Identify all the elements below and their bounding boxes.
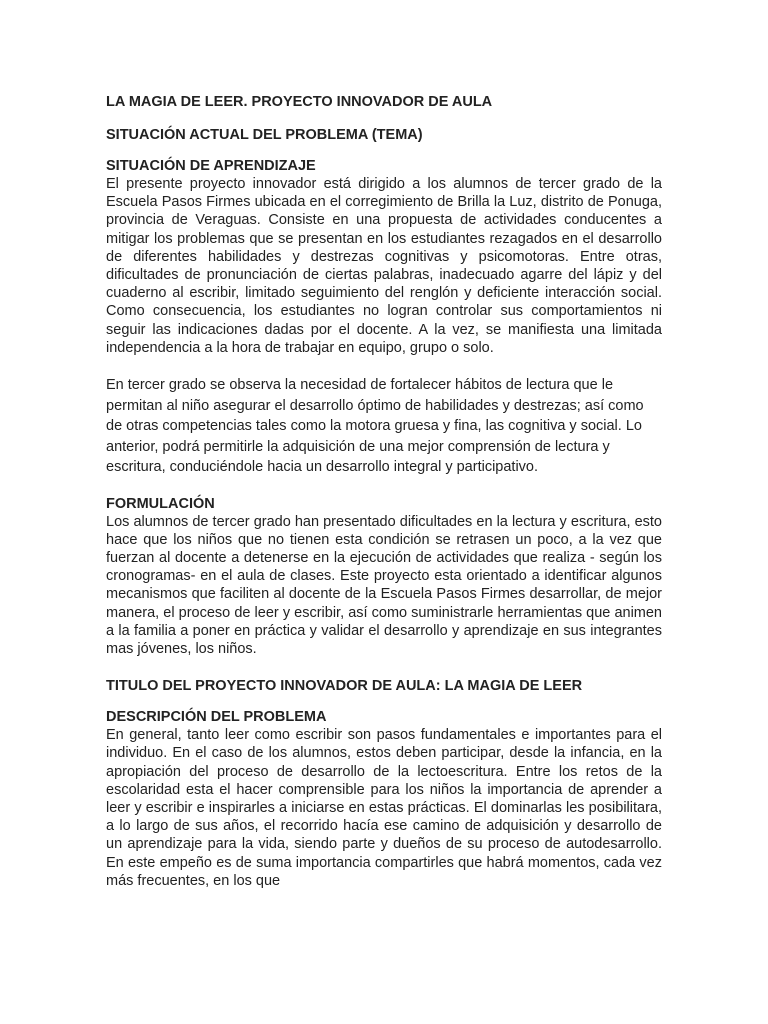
paragraph-third-grade: En tercer grado se observa la necesidad de fortalecer hábitos de lectura que le permitan al niño asegurar el desarrollo óptimo de habilidades y destrezas; así como de otras competencias tales como la motora gruesa y fina, las cognitiva y social. Lo anterior, podrá permitirle la adquisición de una mejor comprensión de lectura y escritura, conduciéndole hacia un desarrollo integral y participativo.	[106, 377, 644, 476]
spacer	[106, 478, 662, 495]
section-heading-formulation: FORMULACIÓN	[106, 495, 215, 512]
section-heading-description: DESCRIPCIÓN DEL PROBLEMA	[106, 709, 327, 726]
spacer	[106, 357, 662, 375]
section-heading-project-title: TITULO DEL PROYECTO INNOVADOR DE AULA: LA MAGIA DE LEER	[106, 678, 583, 695]
document-title: LA MAGIA DE LEER. PROYECTO INNOVADOR DE AULA	[106, 94, 493, 110]
paragraph-learning: El presente proyecto innovador está dirigido a los alumnos de tercer grado de la Escuela Pasos Firmes ubicada en el corregimiento de Brilla la Luz, distrito de Ponuga, provincia de Veraguas. Consiste en una propuesta de actividades conducentes a mitigar los problemas que se presentan en los estudiantes rezagados en el desarrollo de diferentes habilidades y destrezas cognitivas y psicomotoras. Entre otras, dificultades de pronunciación de ciertas palabras, inadecuado agarre del lápiz y del cuaderno al escribir, limitado seguimiento del renglón y deficiente interacción social. Como consecuencia, los estudiantes no logran controlar sus comportamientos ni seguir las indicaciones dadas por el docente. A la vez, se manifiesta una limitada independencia a la hora de trabajar en equipo, grupo o solo.	[106, 176, 662, 356]
spacer	[106, 658, 662, 677]
section-heading-learning: SITUACIÓN DE APRENDIZAJE	[106, 158, 316, 174]
section-heading-problem: SITUACIÓN ACTUAL DEL PROBLEMA (TEMA)	[106, 127, 423, 143]
document-page	[106, 93, 662, 890]
paragraph-description: En general, tanto leer como escribir son pasos fundamentales e importantes para el individuo. En el caso de los alumnos, estos deben participar, desde la infancia, en la apropiación del proceso de desarrollo de la lectoescritura. Entre los retos de la escolaridad esta el hacer comprensible para los niños la importancia de aprender a leer y escribir e inspirarles a iniciarse en estas prácticas. El dominarlas les posibilitara, a lo largo de sus años, el recorrido hacía ese camino de adquisición y desarrollo de un aprendizaje para la vida, siendo parte y dueños de su proceso de autodesarrollo. En este empeño es de suma importancia compartirles que habrá momentos, cada vez más frecuentes, en los que	[106, 727, 662, 889]
paragraph-formulation: Los alumnos de tercer grado han presentado dificultades en la lectura y escritura, esto hace que los niños que no tienen esta condición se retrasen un poco, a la vez que fuerzan al docente a detenerse en la ejecución de actividades que realiza - según los cronogramas- en el aula de clases. Este proyecto esta orientado a identificar algunos mecanismos que faciliten al docente de la Escuela Pasos Firmes desarrollar, de mejor manera, el proceso de leer y escribir, así como suministrarle herramientas que animen a la familia a poner en práctica y validar el desarrollo y aprendizaje en sus integrantes mas jóvenes, los niños.	[106, 513, 662, 657]
